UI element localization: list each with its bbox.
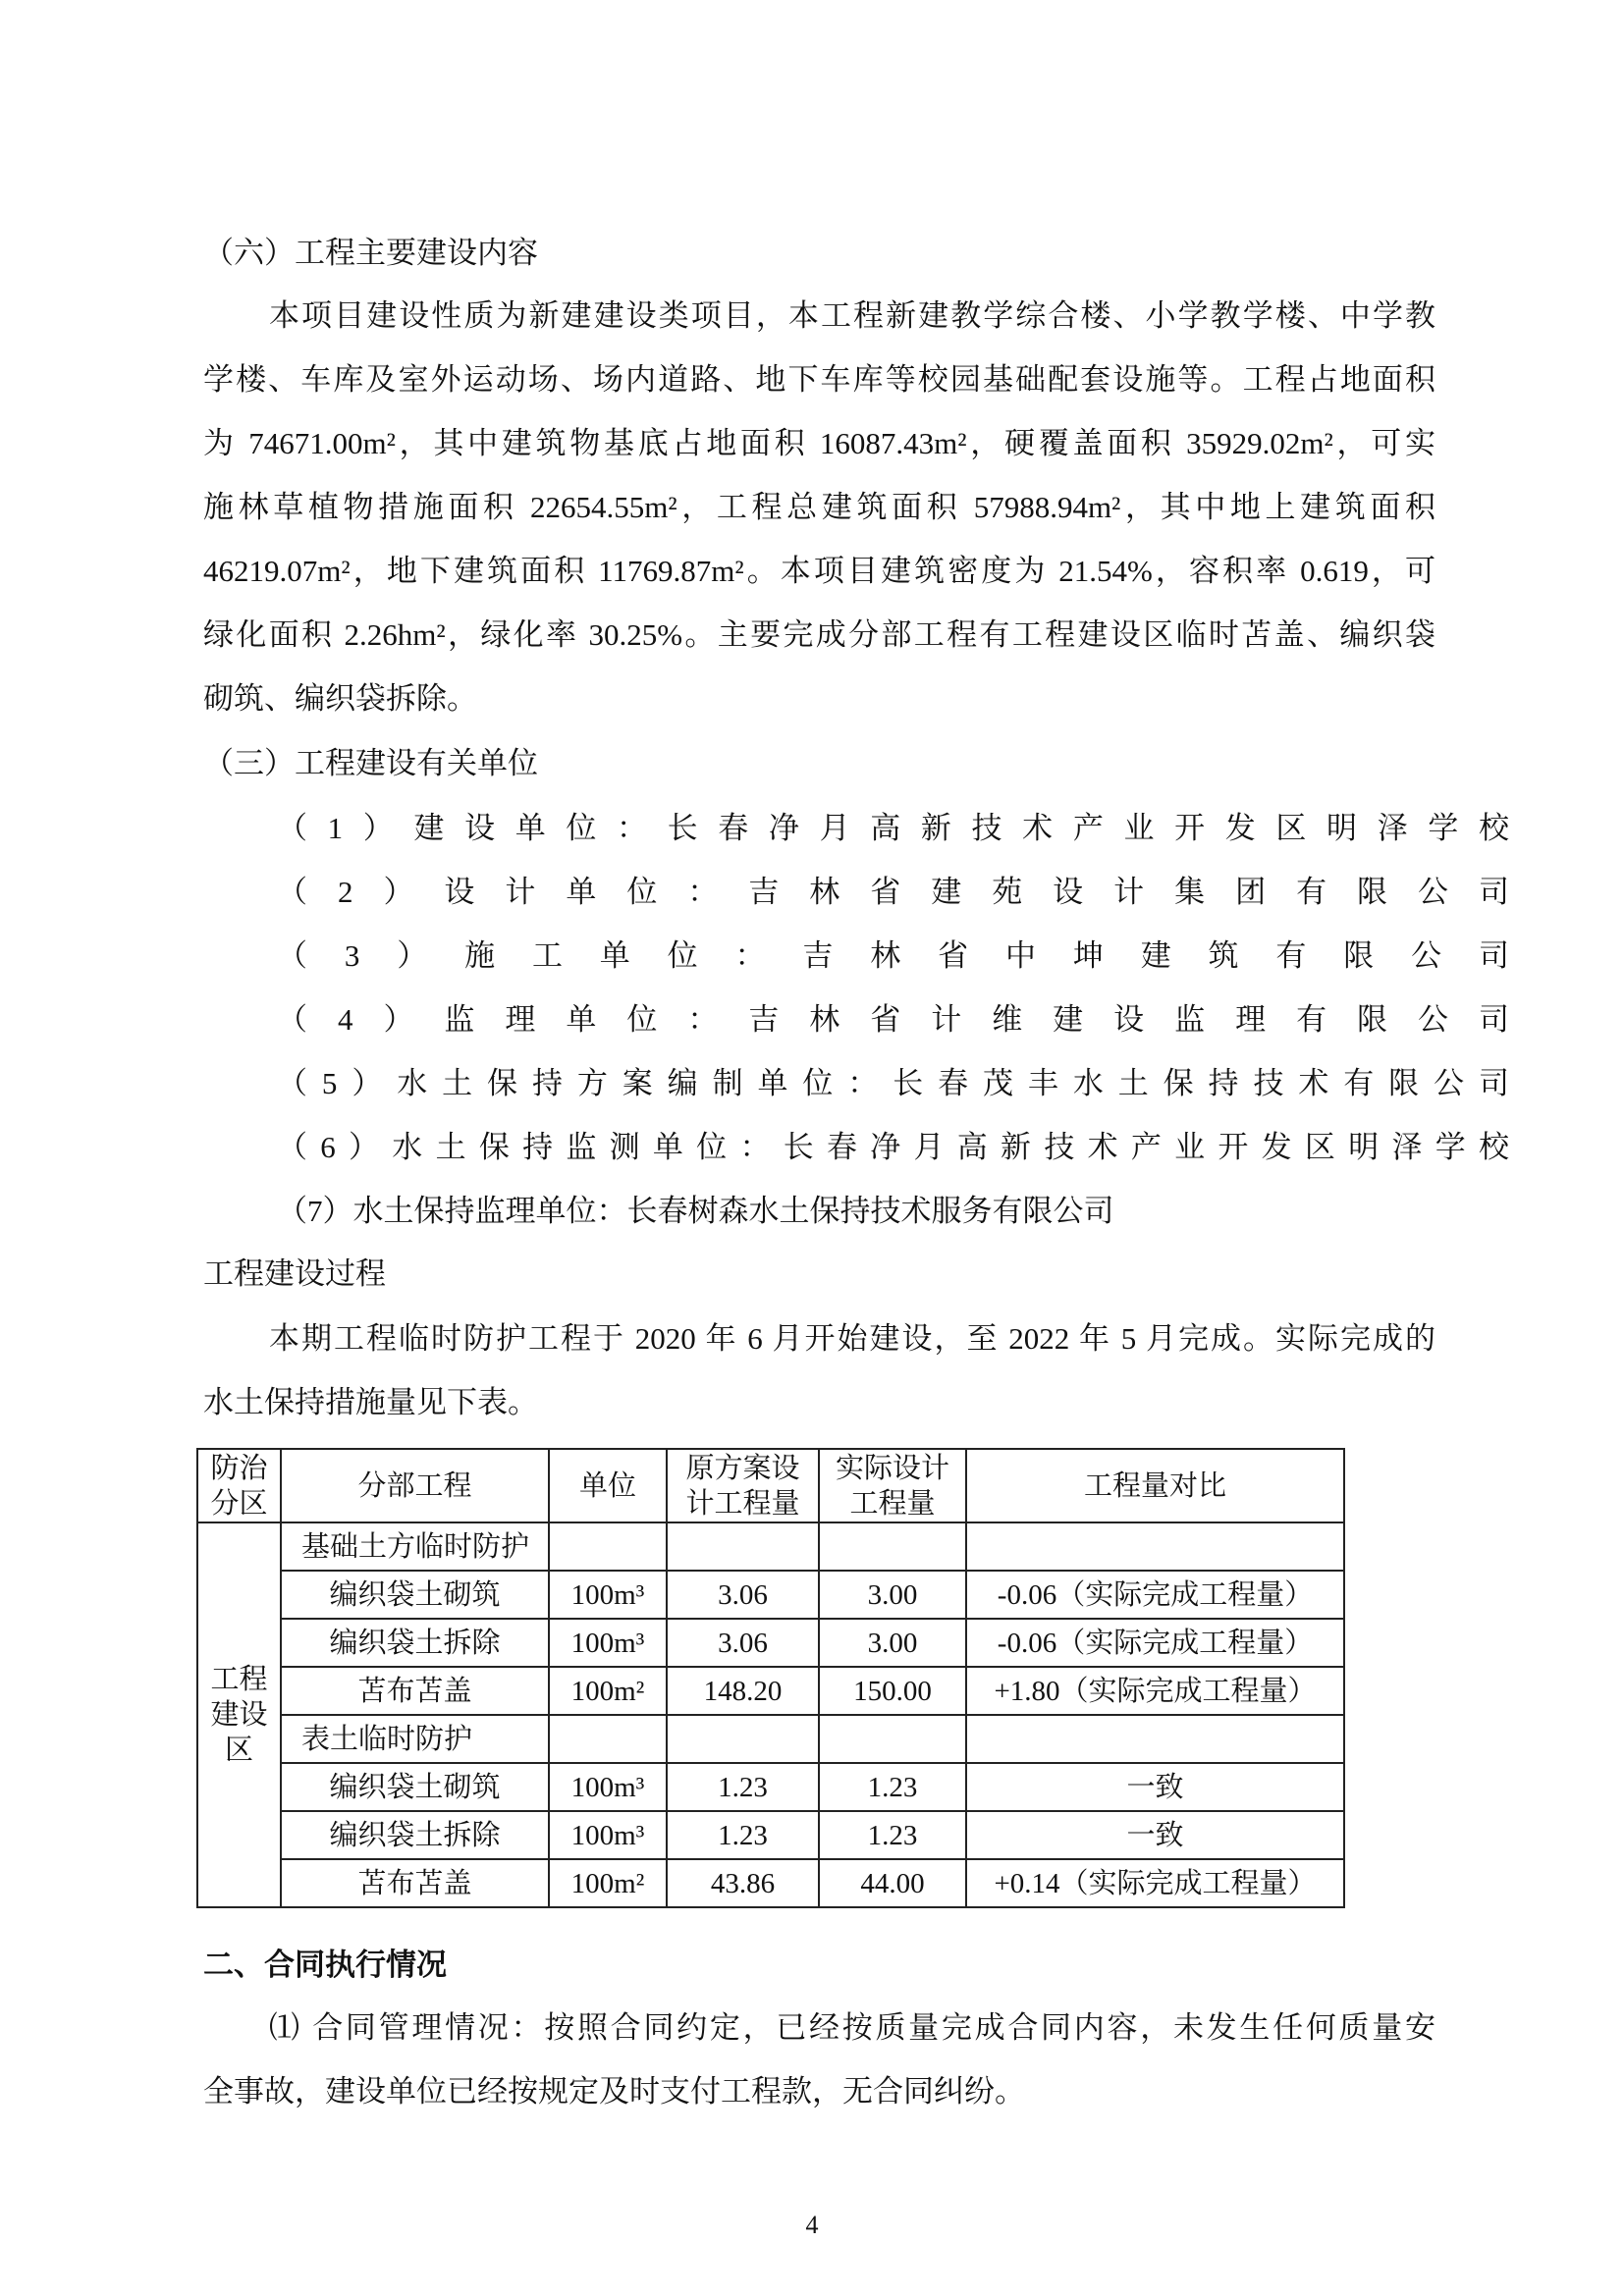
cell-actual: 1.23 xyxy=(819,1763,966,1811)
cell-diff: 一致 xyxy=(966,1811,1344,1859)
paragraph-line: 砌筑、编织袋拆除。 xyxy=(203,681,477,716)
measures-table xyxy=(196,1448,1345,1908)
paragraph-line: 本期工程临时防护工程于 2020 年 6 月开始建设，至 2022 年 5 月完成。实际完成的 xyxy=(269,1321,1435,1356)
cell-plan: 1.23 xyxy=(667,1811,819,1859)
zone-cell: 工程建设区 xyxy=(197,1522,281,1907)
cell-plan: 148.20 xyxy=(667,1667,819,1715)
cell-item: 苫布苫盖 xyxy=(281,1859,549,1907)
unit-item: （4）监理单位：吉林省计维建设监理有限公司 xyxy=(277,1002,1509,1037)
paragraph-line: 水土保持措施量见下表。 xyxy=(203,1385,538,1419)
cell-diff: 一致 xyxy=(966,1763,1344,1811)
cell-actual: 1.23 xyxy=(819,1811,966,1859)
header-cell: 单位 xyxy=(549,1449,667,1522)
table-row xyxy=(197,1715,1344,1763)
cell-item: 苫布苫盖 xyxy=(281,1667,549,1715)
paragraph-line: 46219.07m²，地下建筑面积 11769.87m²。本项目建筑密度为 21.54%，容积率 0.619，可 xyxy=(203,554,1435,588)
unit-item: （5）水土保持方案编制单位：长春茂丰水土保持技术有限公司 xyxy=(277,1066,1509,1100)
cell-unit: 100m² xyxy=(549,1667,667,1715)
cell-actual xyxy=(819,1715,966,1763)
header-cell: 分部工程 xyxy=(281,1449,549,1522)
cell-item: 编织袋土砌筑 xyxy=(281,1571,549,1619)
header-cell: 工程量对比 xyxy=(966,1449,1344,1522)
cell-actual xyxy=(819,1522,966,1571)
table-row xyxy=(197,1763,1344,1811)
cell-item: 编织袋土拆除 xyxy=(281,1619,549,1667)
cell-unit: 100m³ xyxy=(549,1619,667,1667)
cell-diff xyxy=(966,1522,1344,1571)
header-cell: 防治分区 xyxy=(197,1449,281,1522)
paragraph-line: 施林草植物措施面积 22654.55m²，工程总建筑面积 57988.94m²，其中地上建筑面积 xyxy=(203,490,1435,524)
header-cell: 实际设计工程量 xyxy=(819,1449,966,1522)
table-row xyxy=(197,1571,1344,1619)
unit-item: （3）施工单位：吉林省中坤建筑有限公司 xyxy=(277,938,1509,973)
cell-item: 表土临时防护 xyxy=(281,1715,549,1763)
cell-plan xyxy=(667,1522,819,1571)
table-row xyxy=(197,1522,1344,1571)
paragraph-line: 绿化面积 2.26hm²，绿化率 30.25%。主要完成分部工程有工程建设区临时苫盖、编织袋 xyxy=(203,617,1435,652)
table-row xyxy=(197,1859,1344,1907)
cell-item: 编织袋土砌筑 xyxy=(281,1763,549,1811)
cell-unit: 100m³ xyxy=(549,1571,667,1619)
cell-unit: 100m² xyxy=(549,1859,667,1907)
table-row xyxy=(197,1619,1344,1667)
cell-plan: 3.06 xyxy=(667,1619,819,1667)
section-heading-construction-content: （六）工程主要建设内容 xyxy=(203,236,538,270)
table-header-row xyxy=(197,1449,1344,1522)
unit-item: （2）设计单位：吉林省建苑设计集团有限公司 xyxy=(277,875,1509,909)
cell-diff: -0.06（实际完成工程量） xyxy=(966,1571,1344,1619)
cell-plan: 43.86 xyxy=(667,1859,819,1907)
unit-item: （6）水土保持监测单位：长春净月高新技术产业开发区明泽学校 xyxy=(277,1130,1509,1164)
unit-item: （7）水土保持监理单位：长春树森水土保持技术服务有限公司 xyxy=(277,1194,1114,1228)
cell-actual: 44.00 xyxy=(819,1859,966,1907)
cell-plan xyxy=(667,1715,819,1763)
paragraph-line: 学楼、车库及室外运动场、场内道路、地下车库等校园基础配套设施等。工程占地面积 xyxy=(203,362,1435,397)
paragraph-line: 全事故，建设单位已经按规定及时支付工程款，无合同纠纷。 xyxy=(203,2074,1025,2109)
page-number: 4 xyxy=(805,2211,819,2239)
cell-diff xyxy=(966,1715,1344,1763)
header-cell: 原方案设计工程量 xyxy=(667,1449,819,1522)
cell-unit xyxy=(549,1715,667,1763)
section-heading-contract: 二、合同执行情况 xyxy=(203,1948,447,1982)
cell-plan: 1.23 xyxy=(667,1763,819,1811)
section-heading-units: （三）工程建设有关单位 xyxy=(203,746,538,780)
cell-plan: 3.06 xyxy=(667,1571,819,1619)
cell-diff: +1.80（实际完成工程量） xyxy=(966,1667,1344,1715)
cell-actual: 3.00 xyxy=(819,1619,966,1667)
cell-actual: 150.00 xyxy=(819,1667,966,1715)
cell-diff: +0.14（实际完成工程量） xyxy=(966,1859,1344,1907)
cell-unit: 100m³ xyxy=(549,1763,667,1811)
section-heading-process: 工程建设过程 xyxy=(203,1256,386,1291)
table-row xyxy=(197,1811,1344,1859)
paragraph-line: 为 74671.00m²，其中建筑物基底占地面积 16087.43m²，硬覆盖面积 35929.02m²，可实 xyxy=(203,426,1435,460)
cell-diff: -0.06（实际完成工程量） xyxy=(966,1619,1344,1667)
table-row xyxy=(197,1667,1344,1715)
cell-unit: 100m³ xyxy=(549,1811,667,1859)
cell-item: 基础土方临时防护 xyxy=(281,1522,549,1571)
cell-actual: 3.00 xyxy=(819,1571,966,1619)
cell-item: 编织袋土拆除 xyxy=(281,1811,549,1859)
unit-item: （1）建设单位：长春净月高新技术产业开发区明泽学校 xyxy=(277,811,1509,845)
paragraph-line: 本项目建设性质为新建建设类项目，本工程新建教学综合楼、小学教学楼、中学教 xyxy=(269,298,1435,333)
paragraph-line: ⑴ 合同管理情况：按照合同约定，已经按质量完成合同内容，未发生任何质量安 xyxy=(269,2010,1435,2045)
cell-unit xyxy=(549,1522,667,1571)
